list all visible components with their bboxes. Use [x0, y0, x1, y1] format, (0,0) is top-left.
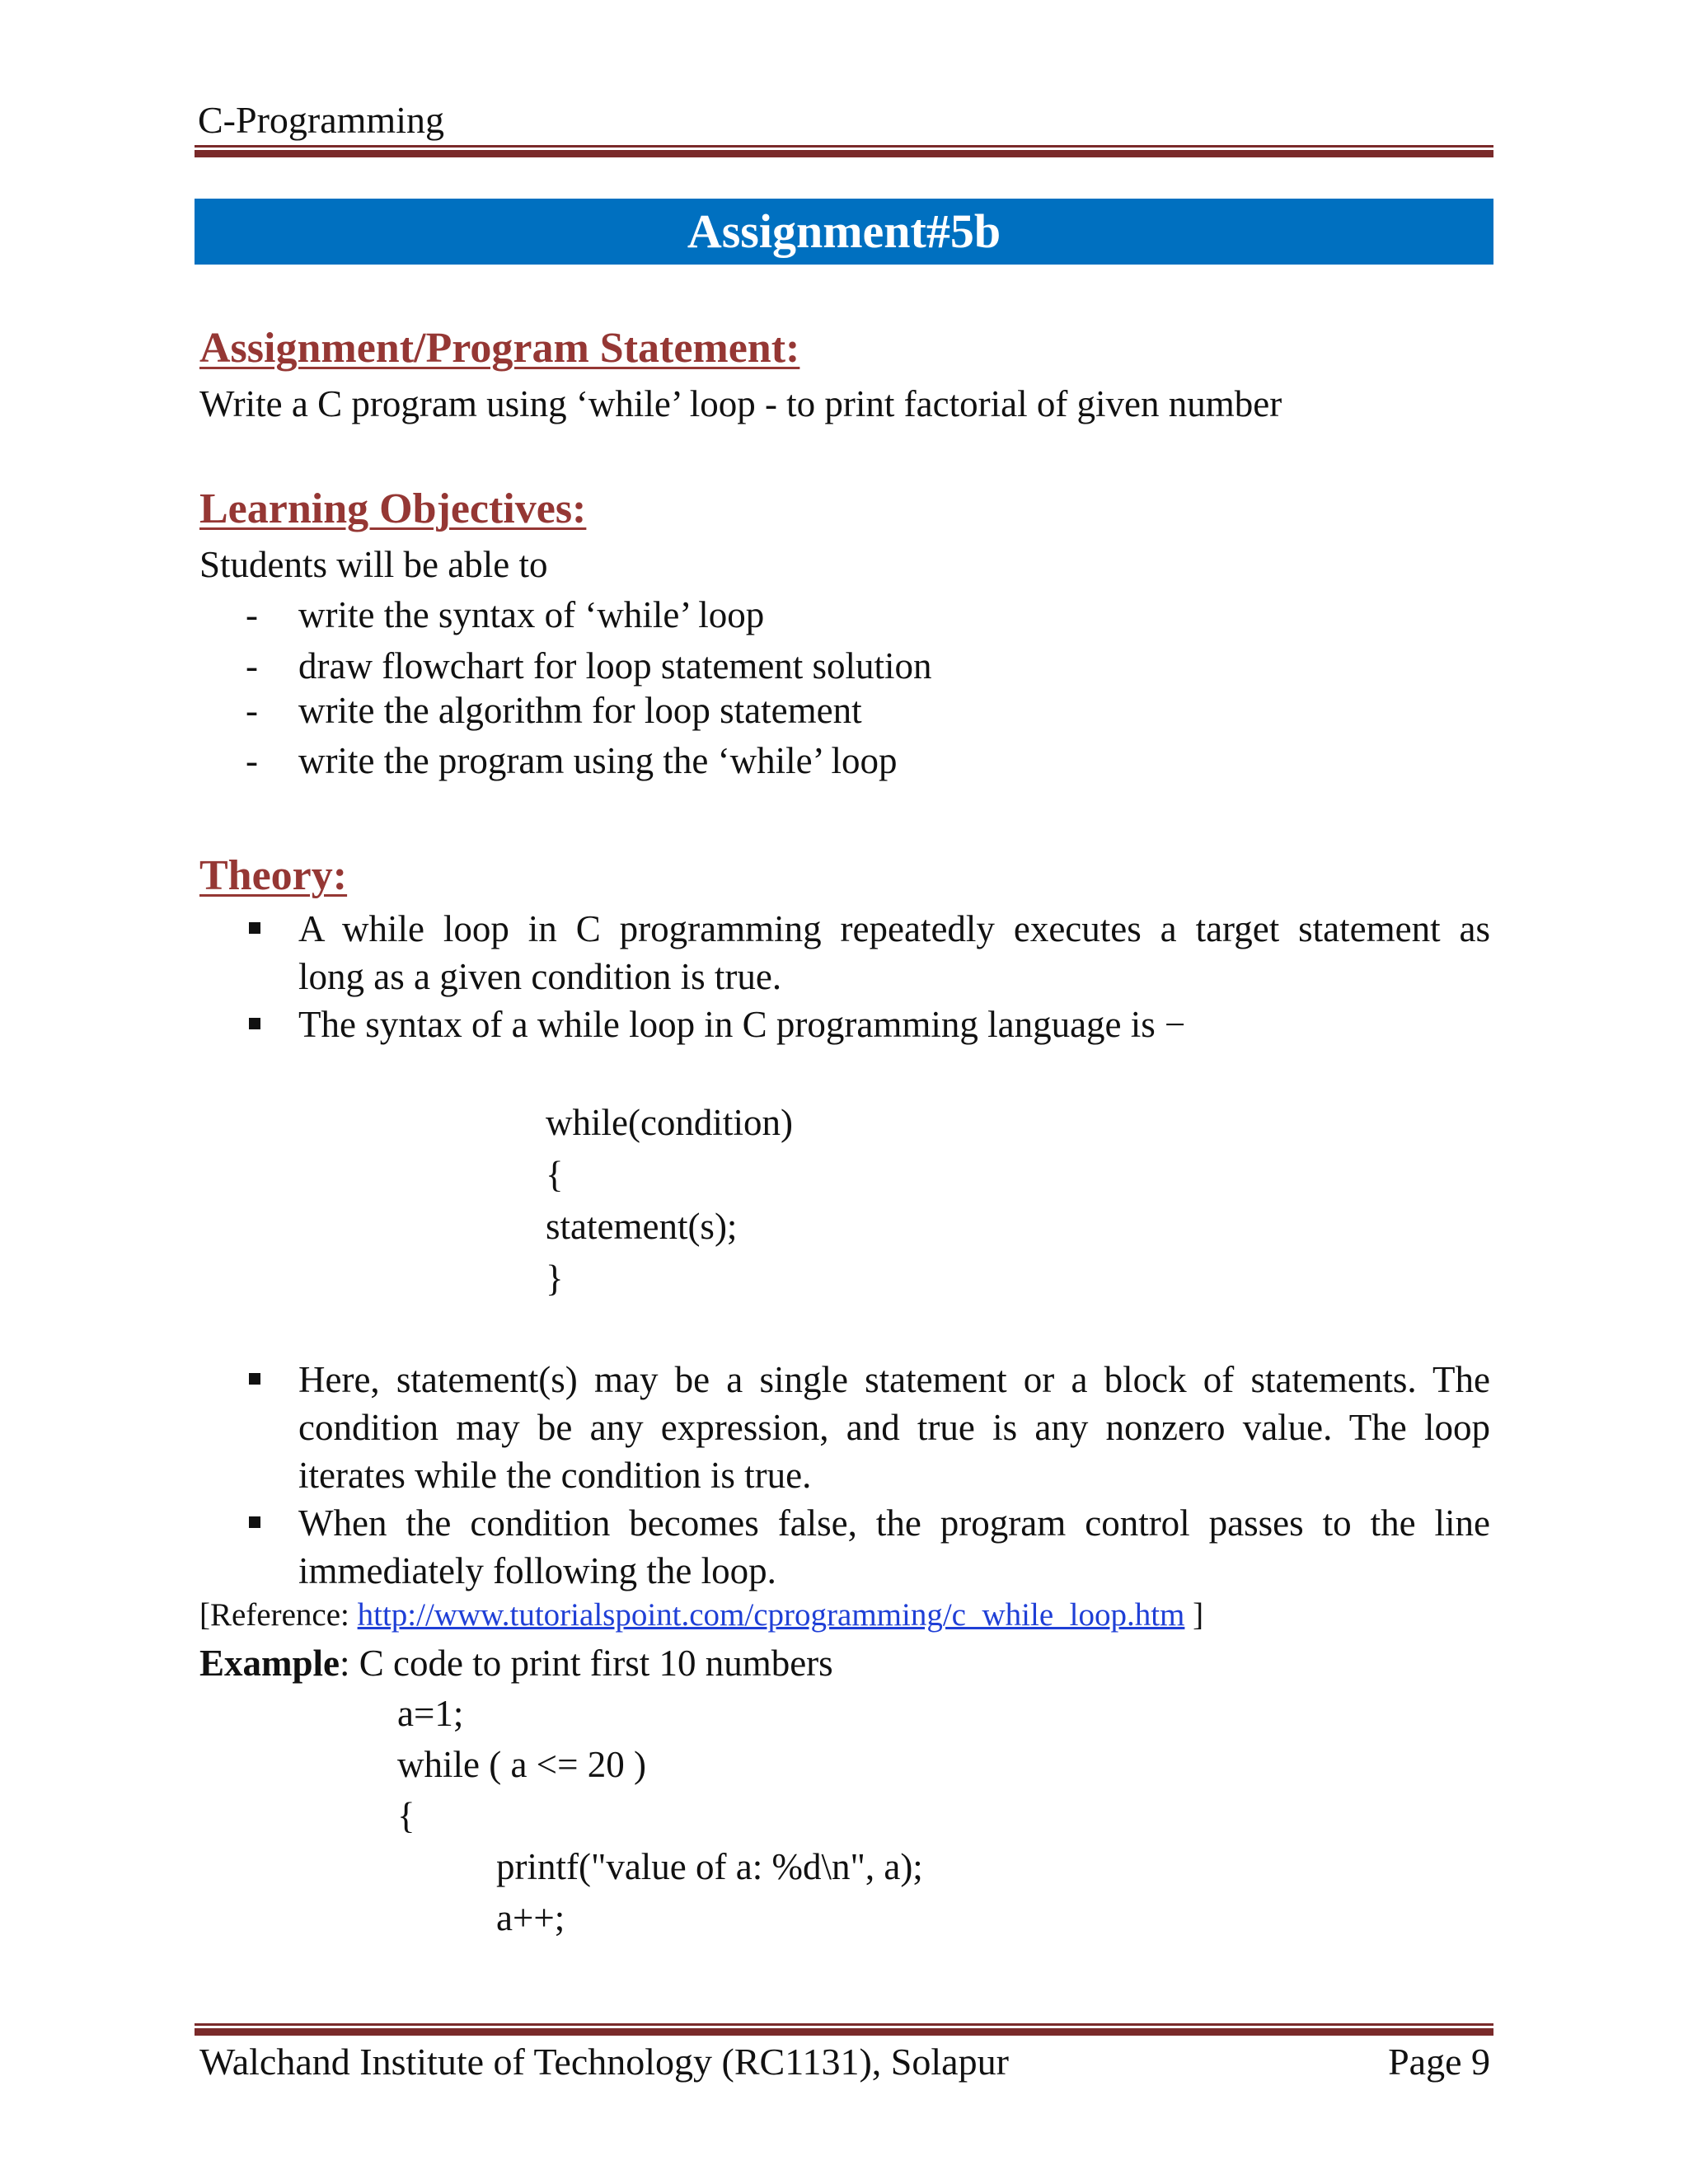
dash-bullet: - — [246, 740, 258, 781]
running-header-title: C-Programming — [198, 99, 444, 141]
objective-item: draw flowchart for loop statement solution — [298, 645, 932, 687]
example-code-line: { — [397, 1795, 415, 1836]
dash-bullet: - — [246, 690, 258, 731]
theory-bullet-3-line: iterates while the condition is true. — [298, 1455, 812, 1496]
syntax-line: statement(s); — [546, 1206, 738, 1247]
theory-bullet-3-line: condition may be any expression, and true is any nonzero value. The loop — [298, 1407, 1490, 1448]
objective-item: write the syntax of ‘while’ loop — [298, 594, 765, 635]
theory-bullet-3-line: Here, statement(s) may be a single statement or a block of statements. The — [298, 1359, 1490, 1400]
theory-heading: Theory: — [199, 852, 348, 899]
objectives-intro: Students will be able to — [199, 544, 548, 585]
header-rule-thick — [195, 150, 1493, 157]
theory-bullet-4 — [298, 1499, 1490, 1595]
footer-page-number: Page 9 — [1388, 2041, 1490, 2083]
example-intro — [199, 1639, 833, 1687]
header-rule-thin — [195, 145, 1493, 148]
syntax-line: while(condition) — [546, 1102, 793, 1143]
statement-text: Write a C program using ‘while’ loop - to print factorial of given number — [199, 383, 1282, 424]
assignment-banner: Assignment#5b — [195, 199, 1493, 265]
square-bullet-icon — [249, 922, 260, 934]
reference-prefix: [Reference: — [199, 1597, 358, 1633]
theory-bullet-1-line: long as a given condition is true. — [298, 956, 782, 997]
theory-bullet-3 — [298, 1356, 1490, 1499]
square-bullet-icon — [249, 1373, 260, 1385]
footer-rule-thin — [195, 2023, 1493, 2026]
square-bullet-icon — [249, 1018, 260, 1029]
example-label: Example — [199, 1643, 340, 1684]
footer-institute: Walchand Institute of Technology (RC1131), Solapur — [199, 2041, 1009, 2083]
theory-bullet-1 — [298, 905, 1490, 1001]
example-text: : C code to print first 10 numbers — [340, 1643, 833, 1684]
theory-bullet-2: The syntax of a while loop in C programming language is − — [298, 1004, 1186, 1045]
example-code-line: printf("value of a: %d\n", a); — [496, 1846, 923, 1887]
statement-heading: Assignment/Program Statement: — [199, 325, 800, 372]
theory-bullet-4-line: When the condition becomes false, the program control passes to the line — [298, 1502, 1490, 1544]
theory-bullet-4-line: immediately following the loop. — [298, 1550, 776, 1591]
example-code-line: a++; — [496, 1897, 565, 1938]
reference-link[interactable]: http://www.tutorialspoint.com/cprogramming/c_while_loop.htm — [357, 1597, 1185, 1633]
example-code-line: while ( a <= 20 ) — [397, 1744, 646, 1785]
objective-item: write the algorithm for loop statement — [298, 690, 862, 731]
reference-line — [199, 1595, 1203, 1636]
theory-bullet-1-line: A while loop in C programming repeatedly executes a target statement as — [298, 908, 1490, 949]
footer-rule-thick — [195, 2028, 1493, 2036]
syntax-line: } — [546, 1258, 564, 1299]
dash-bullet: - — [246, 594, 258, 635]
syntax-line: { — [546, 1154, 564, 1195]
objective-item: write the program using the ‘while’ loop — [298, 740, 898, 781]
objectives-heading: Learning Objectives: — [199, 485, 587, 532]
square-bullet-icon — [249, 1516, 260, 1528]
example-code-line: a=1; — [397, 1693, 464, 1734]
dash-bullet: - — [246, 645, 258, 687]
reference-suffix: ] — [1184, 1597, 1204, 1633]
